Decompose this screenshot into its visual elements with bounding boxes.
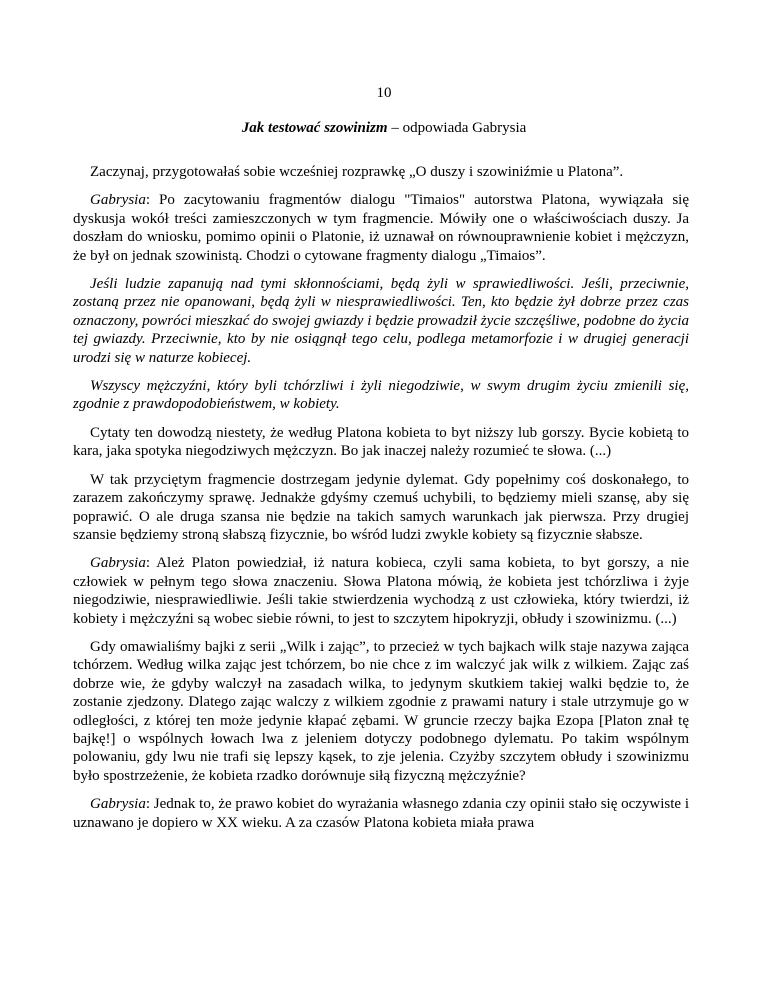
paragraph-text: W tak przyciętym fragmencie dostrzegam jedynie dylemat. Gdy popełnimy coś doskonałego, to zarazem zakończymy sprawę. Jednakże gdyśmy czemuś uchybili, to będziemy mieli szansę, aby się poprawić. O ale druga szansa nie będzie na takich samych warunkach jak pierwsza. Przy drugiej szansie będziemy stroną słabszą fizycznie, bo wśród ludzi zwykle kobiety są fizycznie słabsze. — [73, 471, 689, 543]
paragraph-text: Gdy omawialiśmy bajki z serii „Wilk i zając”, to przecież w tych bajkach wilk staje nazywa zająca tchórzem. Według wilka zając jest tchórzem, bo nie chce z im walczyć jak wilk z wilkiem. Zając zaś dobrze wie, że gdyby walczył na zasadach wilka, to jedynym skutkiem takiej walki będzie to, że zostanie zjedzony. Dlatego zając walczy z wilkiem zgodnie z prawami natury i stale utrzymuje go w odległości, z której ten może jedynie kłapać zębami. W gruncie rzeczy bajka Ezopa [Platon znał tę bajkę!] o wspólnych łowach lwa z jeleniem dotyczy podobnego dylematu. Po takim wspólnym polowaniu, gdy lwu nie trafi się lepszy kąsek, to zje jelenia. Czyżby szczytem obłudy i szowinizmu było spostrzeżenie, że kobieta rzadko dorównuje siłą fizyczną mężczyźnie? — [73, 638, 689, 784]
paragraph-text: Cytaty ten dowodzą niestety, że według Platona kobieta to byt niższy lub gorszy. Bycie kobietą to kara, jaka spotyka niegodziwych mężczyzn. Bo jak inaczej należy rozumieć te słowa. (...) — [73, 424, 689, 460]
speaker-name: Gabrysia — [90, 796, 146, 813]
paragraph-response-1 — [73, 471, 689, 545]
paragraph-gabrysia-2 — [73, 424, 689, 461]
page-number: 10 — [376, 85, 392, 101]
paragraph-quote-2 — [73, 377, 689, 414]
paragraph-text: : Ależ Platon powiedział, iż natura kobieca, czyli sama kobieta, to byt gorszy, a nie człowiek w pełnym tego słowa znaczeniu. Słowa Platona mówią, że kobieta jest tchórzliwa i żyje niegodziwie, niesprawiedliwie. Jeśli takie stwierdzenia wychodzą z ust człowieka, który twierdzi, iż kobiety i mężczyźni są wobec siebie równi, to jest to szczytem hipokryzji, obłudy i szowinizmu. (...) — [73, 555, 689, 627]
paragraph-intro-question — [73, 163, 689, 181]
paragraph-quote-1 — [73, 275, 689, 367]
speaker-name: Gabrysia — [90, 192, 146, 209]
section-title-rest: – odpowiada Gabrysia — [387, 120, 527, 136]
section-title — [0, 119, 768, 137]
paragraph-response-2 — [73, 638, 689, 785]
paragraph-text: Jeśli ludzie zapanują nad tymi skłonnościami, będą żyli w sprawiedliwości. Jeśli, przeciwnie, zostaną przez nie opanowani, będą żyli w niesprawiedliwości. Ten, kto będzie żył dobrze przez czas oznaczony, powróci mieszkać do swojej gwiazdy i będzie prowadził życie szczęśliwe, podobne do życia tej gwiazdy. Przeciwnie, kto by nie osiągnął tego celu, podlega metamorfozie i w drugiej generacji urodzi się w naturze kobiecej. — [73, 276, 689, 366]
speaker-name: Gabrysia — [90, 555, 146, 572]
paragraph-text: Zaczynaj, przygotowałaś sobie wcześniej rozprawkę „O duszy i szowiniźmie u Platona”. — [90, 164, 624, 180]
document-body — [73, 163, 689, 842]
paragraph-gabrysia-4 — [73, 795, 689, 832]
paragraph-text: : Jednak to, że prawo kobiet do wyrażania własnego zdania czy opinii stało się oczywiste i uznawano je dopiero w XX wieku. A za czasów Platona kobieta miała prawa — [73, 796, 690, 831]
section-title-main: Jak testować szowinizm — [241, 120, 388, 136]
paragraph-text: : Po zacytowaniu fragmentów dialogu "Timaios" autorstwa Platona, wywiązała się dyskusja wokół treści zamieszczonych w tym fragmencie. Mówiły one o właściwościach duszy. Ja doszłam do wniosku, pomimo opinii o Platonie, iż uznawał on równouprawnienie kobiet i mężczyzn, że był on jednak szowinistą. Chodzi o cytowane fragmenty dialogu „Timaios”. — [73, 192, 689, 264]
paragraph-text: Wszyscy mężczyźni, który byli tchórzliwi i żyli niegodziwie, w swym drugim życiu zmienili się, zgodnie z prawdopodobieństwem, w kobiety. — [73, 378, 689, 413]
paragraph-gabrysia-1 — [73, 191, 689, 265]
paragraph-gabrysia-3 — [73, 554, 689, 628]
